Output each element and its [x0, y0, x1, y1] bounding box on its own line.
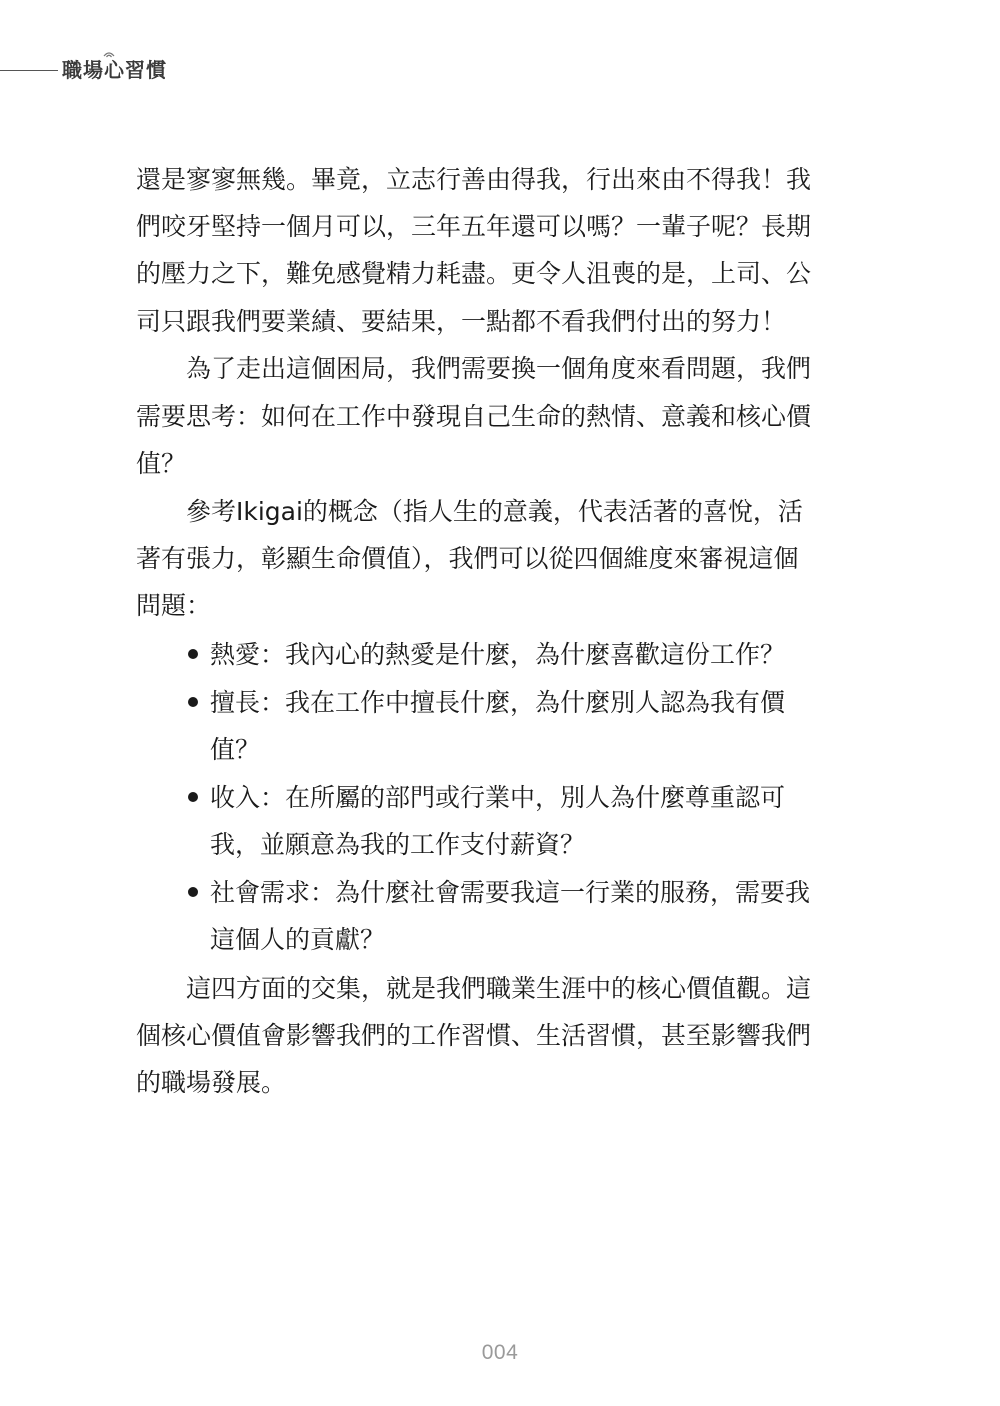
- page-number: 004: [481, 1341, 519, 1364]
- text-line: 為了走出這個困局，我們需要換一個角度來看問題，我們: [186, 354, 812, 383]
- header-rule: [0, 70, 58, 71]
- bullet-icon: [188, 649, 198, 659]
- list-item-text: 熱愛：我內心的熱愛是什麼，為什麼喜歡這份工作？: [210, 640, 786, 669]
- bullet-icon: [188, 792, 198, 802]
- text-line: 還是寥寥無幾。畢竟，立志行善由得我，行出來由不得我！我: [136, 165, 812, 194]
- text-line: 需要思考：如何在工作中發現自己生命的熱情、意義和核心價: [136, 402, 812, 431]
- list-item-text: 社會需求：為什麼社會需要我這一行業的服務，需要我: [210, 878, 811, 907]
- text-line: 個核心價值會影響我們的工作習慣、生活習慣，甚至影響我們: [136, 1021, 812, 1050]
- list-item-continuation: 這個人的貢獻？: [210, 925, 386, 954]
- list-item: [188, 878, 810, 908]
- list-item: [188, 783, 785, 813]
- list-item: [188, 688, 785, 718]
- list-item: [188, 640, 785, 670]
- text-line: 值？: [136, 449, 187, 478]
- text-line: 司只跟我們要業績、要結果，一點都不看我們付出的努力！: [136, 307, 787, 336]
- text-line: 這四方面的交集，就是我們職業生涯中的核心價值觀。這: [186, 974, 812, 1003]
- list-item-text: 擅長：我在工作中擅長什麼，為什麼別人認為我有價: [210, 688, 786, 717]
- list-item-text: 收入：在所屬的部門或行業中，別人為什麼尊重認可: [210, 783, 786, 812]
- text-line: 的壓力之下，難免感覺精力耗盡。更令人沮喪的是，上司、公: [136, 259, 812, 288]
- text-line: 的職場發展。: [136, 1068, 287, 1097]
- running-header-title: 職場心習慣: [62, 58, 167, 82]
- text-line: 問題：: [136, 591, 212, 620]
- bullet-icon: [188, 887, 198, 897]
- bullet-icon: [188, 697, 198, 707]
- list-item-continuation: 我，並願意為我的工作支付薪資？: [210, 830, 586, 859]
- text-line: 著有張力，彰顯生命價值），我們可以從四個維度來審視這個: [136, 544, 799, 573]
- text-line: 們咬牙堅持一個月可以，三年五年還可以嗎？一輩子呢？長期: [136, 212, 812, 241]
- text-line: 參考Ikigai的概念（指人生的意義，代表活著的喜悅，活: [186, 497, 803, 526]
- header-ornament-icon: [103, 50, 115, 58]
- list-item-continuation: 值？: [210, 735, 261, 764]
